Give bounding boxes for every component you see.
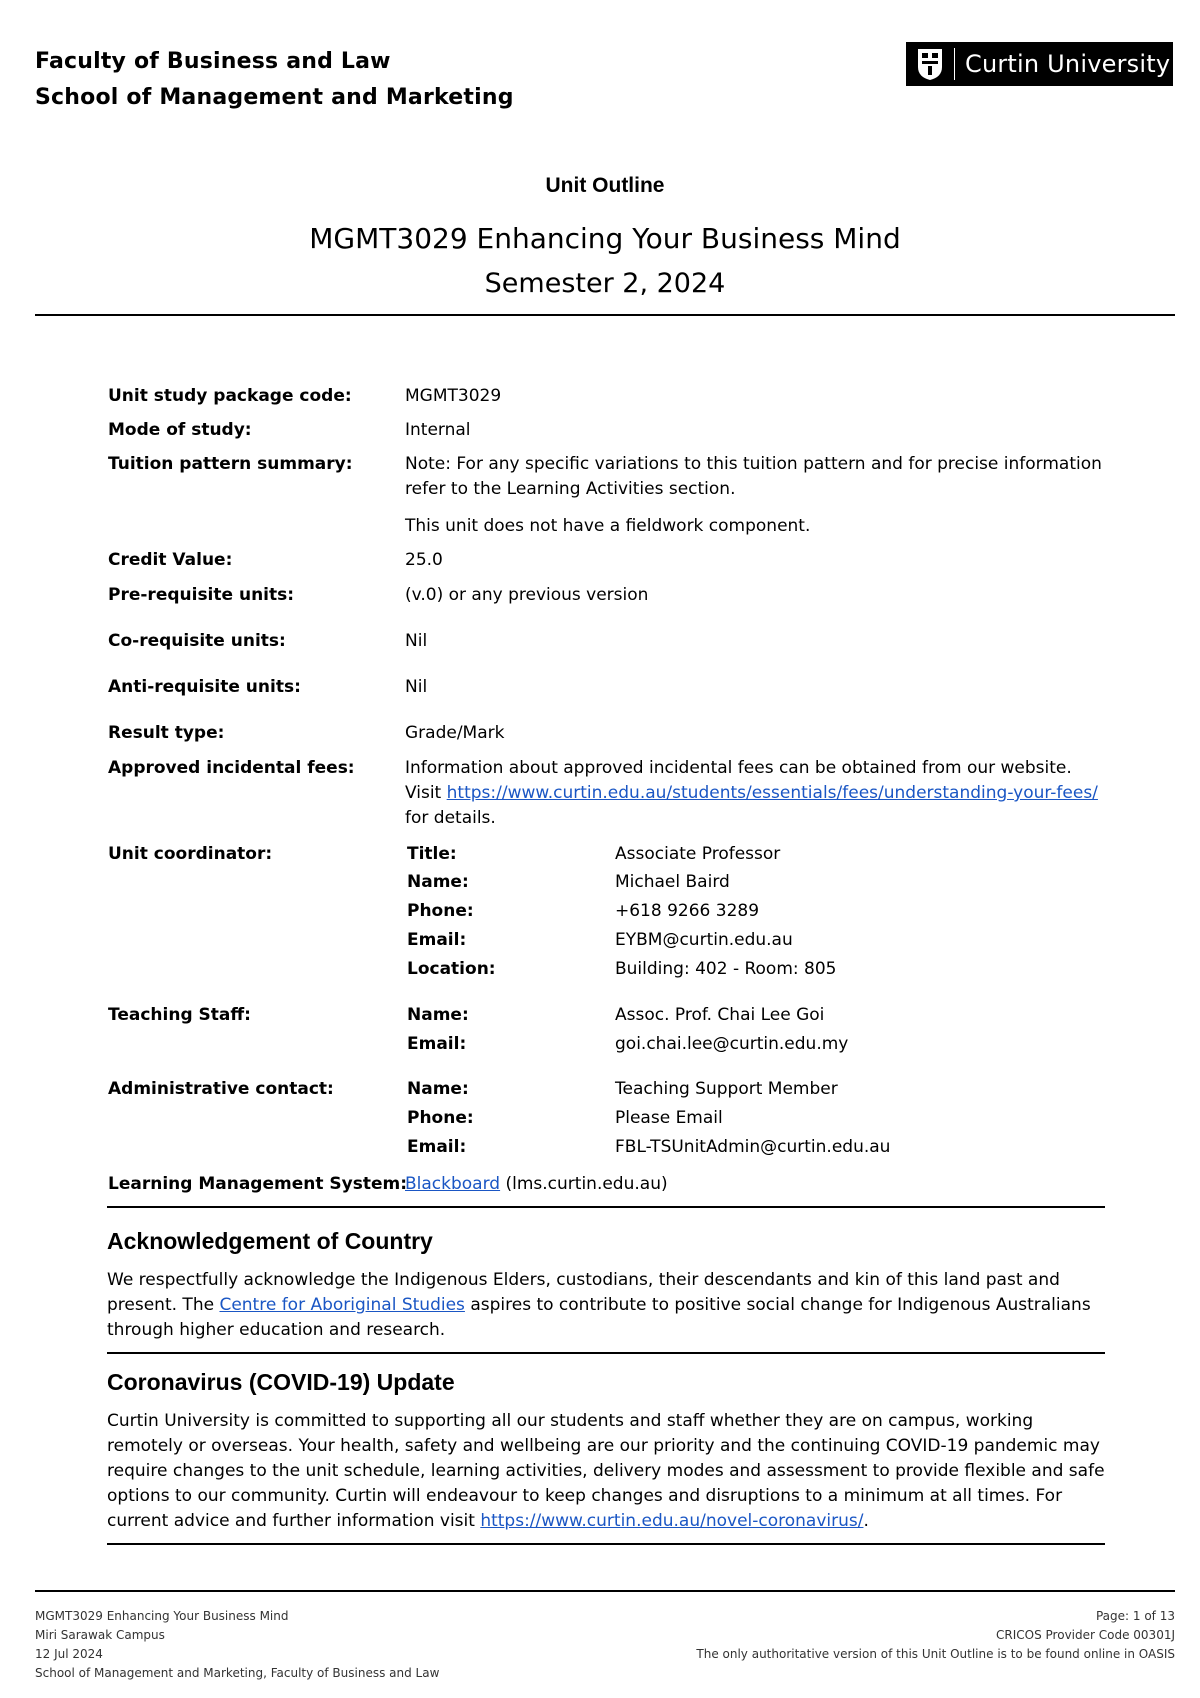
- teaching-name-label: Name:: [407, 1005, 469, 1025]
- admin-phone: Please Email: [615, 1108, 723, 1128]
- teaching-email-label: Email:: [407, 1034, 467, 1054]
- admin-name: Teaching Support Member: [615, 1079, 838, 1099]
- teaching-name: Assoc. Prof. Chai Lee Goi: [615, 1005, 825, 1025]
- prereq-value: (v.0) or any previous version: [405, 585, 649, 605]
- fees-label: Approved incidental fees:: [108, 758, 355, 778]
- blackboard-link[interactable]: Blackboard: [405, 1174, 501, 1194]
- coordinator-email-label: Email:: [407, 930, 467, 950]
- footer-page: Page: 1 of 13: [1095, 1609, 1175, 1623]
- fees-link[interactable]: https://www.curtin.edu.au/students/essentials/fees/understanding-your-fees/: [446, 783, 1098, 803]
- covid-heading: Coronavirus (COVID-19) Update: [107, 1369, 455, 1395]
- aboriginal-studies-link[interactable]: Centre for Aboriginal Studies: [219, 1295, 465, 1315]
- coordinator-phone-label: Phone:: [407, 901, 474, 921]
- result-value: Grade/Mark: [405, 723, 505, 743]
- admin-name-label: Name:: [407, 1079, 469, 1099]
- footer-divider: [35, 1590, 1175, 1592]
- footer-unit: MGMT3029 Enhancing Your Business Mind: [35, 1609, 289, 1623]
- title-divider: [35, 314, 1175, 316]
- footer-school: School of Management and Marketing, Faculty of Business and Law: [35, 1666, 440, 1680]
- admin-phone-label: Phone:: [407, 1108, 474, 1128]
- section-divider: [107, 1352, 1105, 1354]
- antireq-label: Anti-requisite units:: [108, 677, 301, 697]
- coreq-label: Co-requisite units:: [108, 631, 286, 651]
- coordinator-title-label: Title:: [407, 844, 457, 864]
- section-divider: [107, 1206, 1105, 1208]
- section-divider: [107, 1543, 1105, 1545]
- mode-value: Internal: [405, 420, 471, 440]
- teaching-label: Teaching Staff:: [108, 1005, 251, 1025]
- coordinator-name: Michael Baird: [615, 872, 730, 892]
- admin-email-label: Email:: [407, 1137, 467, 1157]
- antireq-value: Nil: [405, 677, 428, 697]
- semester: Semester 2, 2024: [484, 268, 726, 299]
- coreq-value: Nil: [405, 631, 428, 651]
- lms-value: Blackboard (lms.curtin.edu.au): [405, 1174, 668, 1194]
- coordinator-title: Associate Professor: [615, 844, 781, 864]
- coordinator-location: Building: 402 - Room: 805: [615, 959, 837, 979]
- coordinator-phone: +618 9266 3289: [615, 901, 760, 921]
- fees-value: Information about approved incidental fees can be obtained from our website. Visit https://www.curtin.edu.au/students/essentials/fees/understanding-your-fees/ for details.: [405, 758, 1098, 828]
- tuition-note: Note: For any specific variations to this tuition pattern and for precise information refer to the Learning Activities section.: [405, 454, 1102, 499]
- package-code-label: Unit study package code:: [108, 386, 352, 406]
- unit-name: MGMT3029 Enhancing Your Business Mind: [309, 222, 901, 255]
- result-label: Result type:: [108, 723, 225, 743]
- credit-label: Credit Value:: [108, 550, 233, 570]
- curtin-logo: [906, 42, 1173, 86]
- teaching-email: goi.chai.lee@curtin.edu.my: [615, 1034, 849, 1054]
- admin-email: FBL-TSUnitAdmin@curtin.edu.au: [615, 1137, 891, 1157]
- coordinator-label: Unit coordinator:: [108, 844, 273, 864]
- acknowledgement-text: We respectfully acknowledge the Indigenous Elders, custodians, their descendants and kin of this land past and present. The Centre for Aboriginal Studies aspires to contribute to positive social change for Indigenous Australians through higher education and research.: [107, 1270, 1091, 1340]
- covid-text: Curtin University is committed to supporting all our students and staff whether they are on campus, working remotely or overseas. Your health, safety and wellbeing are our priority and the continuing COVID-19 pandemic may require changes to the unit schedule, learning activities, delivery modes and assessment to provide flexible and safe options to our community. Curtin will endeavour to keep changes and disruptions to a minimum at all times. For current advice and further information visit https://www.curtin.edu.au/novel-coronavirus/.: [107, 1411, 1105, 1531]
- faculty-name: Faculty of Business and Law: [35, 49, 391, 74]
- footer-campus: Miri Sarawak Campus: [35, 1628, 165, 1642]
- covid-link[interactable]: https://www.curtin.edu.au/novel-coronavirus/: [480, 1511, 864, 1531]
- admin-label: Administrative contact:: [108, 1079, 334, 1099]
- footer-authoritative: The only authoritative version of this Unit Outline is to be found online in OASIS: [696, 1647, 1175, 1661]
- footer-left: [35, 1607, 439, 1683]
- package-code-value: MGMT3029: [405, 386, 502, 406]
- prereq-label: Pre-requisite units:: [108, 585, 295, 605]
- footer-cricos: CRICOS Provider Code 00301J: [996, 1628, 1175, 1642]
- lms-label: Learning Management System:: [108, 1174, 408, 1194]
- tuition-fieldwork: This unit does not have a fieldwork component.: [405, 516, 811, 536]
- curtin-crest-icon: [906, 42, 954, 86]
- credit-value: 25.0: [405, 550, 443, 570]
- footer-date: 12 Jul 2024: [35, 1647, 103, 1661]
- acknowledgement-heading: Acknowledgement of Country: [107, 1228, 433, 1254]
- school-name: School of Management and Marketing: [35, 85, 514, 110]
- logo-text: Curtin University: [965, 50, 1171, 78]
- coordinator-name-label: Name:: [407, 872, 469, 892]
- mode-label: Mode of study:: [108, 420, 252, 440]
- coordinator-email: EYBM@curtin.edu.au: [615, 930, 793, 950]
- faculty-heading: [35, 44, 514, 116]
- footer-right: [696, 1607, 1175, 1664]
- page-title: Unit Outline: [545, 174, 665, 197]
- tuition-label: Tuition pattern summary:: [108, 454, 353, 474]
- coordinator-location-label: Location:: [407, 959, 496, 979]
